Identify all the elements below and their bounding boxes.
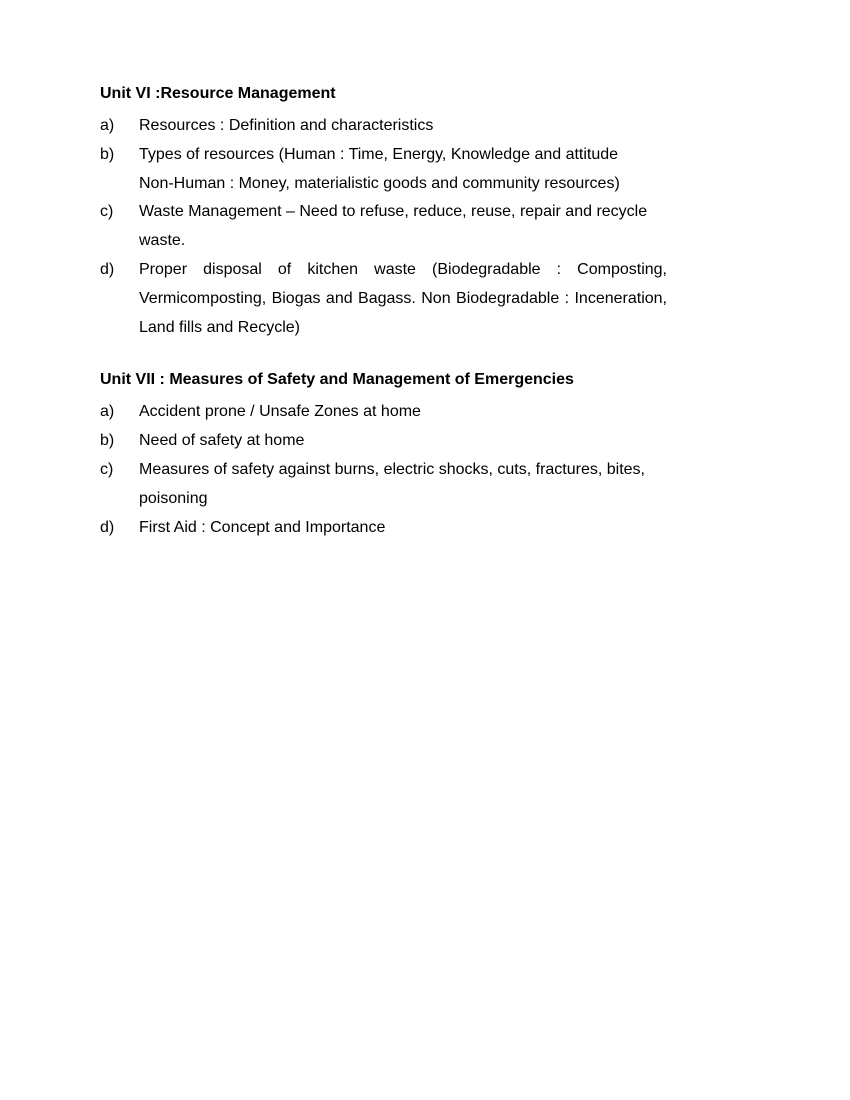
list-item: [100, 256, 667, 342]
document-page: [100, 83, 667, 569]
list-item-text: Proper disposal of kitchen waste (Biodegradable : Composting, Vermicomposting, Biogas and Bagass. Non Biodegradable : Inceneration, Land fills and Recycle): [139, 260, 667, 336]
list-item-text: Measures of safety against burns, electric shocks, cuts, fractures, bites, poisoning: [139, 460, 645, 507]
list-marker: d): [100, 518, 115, 536]
list-marker: b): [100, 145, 115, 163]
unit-vi-section: [100, 83, 667, 342]
list-item: [100, 112, 667, 141]
list-marker: a): [100, 117, 115, 134]
list-marker: a): [100, 403, 115, 421]
list-item-text: Types of resources (Human : Time, Energy, Knowledge and attitude: [139, 145, 619, 163]
list-item: [100, 427, 667, 456]
list-item-text-block: [139, 141, 667, 199]
list-item-text: Resources : Definition and characteristics: [139, 117, 434, 134]
list-item-text: First Aid : Concept and Importance: [139, 518, 386, 536]
list-item: [100, 398, 667, 427]
list-marker: b): [100, 432, 115, 450]
list-item: [100, 514, 667, 543]
unit-vi-title: Unit VI :Resource Management: [100, 85, 336, 102]
list-marker: c): [100, 203, 114, 221]
list-marker: c): [100, 460, 114, 478]
list-item-text: Need of safety at home: [139, 432, 305, 450]
list-item: [100, 141, 667, 199]
list-item: [100, 456, 667, 514]
list-item: [100, 198, 667, 256]
list-item-text: Accident prone / Unsafe Zones at home: [139, 403, 421, 421]
list-item-continuation: Non-Human : Money, materialistic goods and community resources): [139, 174, 620, 192]
list-item-text: Waste Management – Need to refuse, reduce, reuse, repair and recycle waste.: [139, 203, 648, 250]
unit-vii-section: [100, 369, 667, 542]
unit-vii-title: Unit VII : Measures of Safety and Management of Emergencies: [100, 371, 574, 389]
list-marker: d): [100, 260, 115, 278]
